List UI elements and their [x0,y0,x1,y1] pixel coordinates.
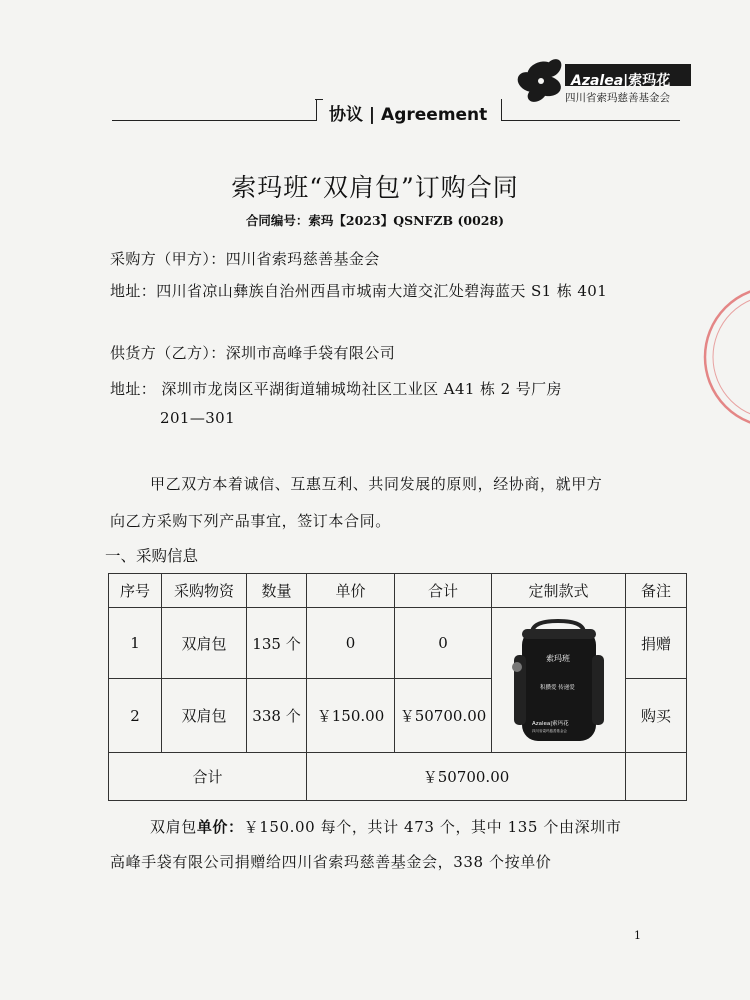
price-bold-label: 单价： [196,818,244,836]
header-cell: 合计 [395,574,492,608]
foundation-logo: Azalea|索玛花 四川省索玛慈善基金会 [513,54,691,106]
row-cell: 双肩包 [162,679,247,753]
header-cell: 定制款式 [492,574,626,608]
row-cell: ￥150.00 [307,679,395,753]
total-empty-cell [626,753,687,801]
party-b-address-cont: 201—301 [160,409,236,427]
contract-title: 索玛班“双肩包”订购合同 [231,173,519,202]
contract-number: 合同编号：索玛【2023】QSNFZB (0028) [245,213,505,228]
table-total-row [109,753,687,801]
total-label-cell: 合计 [109,753,307,801]
header-cell: 采购物资 [162,574,247,608]
header-cell: 单价 [307,574,395,608]
table-row [109,608,687,679]
row-cell: 捐赠 [626,608,687,679]
row-cell: 338 个 [247,679,307,753]
purchase-table [108,573,687,801]
custom-style-cell [492,608,626,753]
party-b-address: 地址： 深圳市龙岗区平湖街道辅城坳社区工业区 A41 栋 2 号厂房 [110,380,562,398]
logo-cn-text: 索玛花 [628,73,671,89]
page-number: 1 [634,929,641,942]
header-cell: 备注 [626,574,687,608]
row-cell: 0 [395,608,492,679]
backpack-image [492,609,625,751]
intro-line-1: 甲乙双方本着诚信、互惠互利、共同发展的原则，经协商，就甲方 [150,475,603,493]
header-tab-label: 协议 | Agreement [329,105,488,125]
company-seal-stamp [695,282,750,432]
price-prefix: 双肩包 [150,818,197,836]
logo-org-text: 四川省索玛慈善基金会 [565,92,670,104]
bag-logo-text: Azalea|索玛花 [532,721,569,727]
table-header-row [109,574,687,608]
logo-en-text: Azalea [571,73,624,89]
price-line-2: 高峰手袋有限公司捐赠给四川省索玛慈善基金会，338 个按单价 [110,853,552,871]
header-cell: 数量 [247,574,307,608]
header-cell: 序号 [109,574,162,608]
bag-text-line2: 积攒爱 传递爱 [540,685,575,691]
row-cell: 1 [109,608,162,679]
price-rest: ￥150.00 每个，共计 473 个，其中 135 个由深圳市 [243,818,622,836]
row-cell: 2 [109,679,162,753]
party-a-name: 采购方（甲方）：四川省索玛慈善基金会 [110,250,380,268]
row-cell: 135 个 [247,608,307,679]
row-cell: 双肩包 [162,608,247,679]
row-cell: 0 [307,608,395,679]
section-heading: 一、采购信息 [105,547,199,565]
row-cell: 购买 [626,679,687,753]
party-a-address: 地址：四川省凉山彝族自治州西昌市城南大道交汇处碧海蓝天 S1 栋 401 [110,282,608,300]
price-line-1 [150,816,621,837]
total-value-cell: ￥50700.00 [307,753,626,801]
bag-org-text: 四川省索玛慈善基金会 [532,729,567,733]
intro-line-2: 向乙方采购下列产品事宜，签订本合同。 [110,512,391,530]
bag-text-line1: 索玛班 [546,654,570,663]
header-tab [316,99,502,125]
party-b-name: 供货方（乙方）：深圳市高峰手袋有限公司 [110,344,396,362]
row-cell: ￥50700.00 [395,679,492,753]
